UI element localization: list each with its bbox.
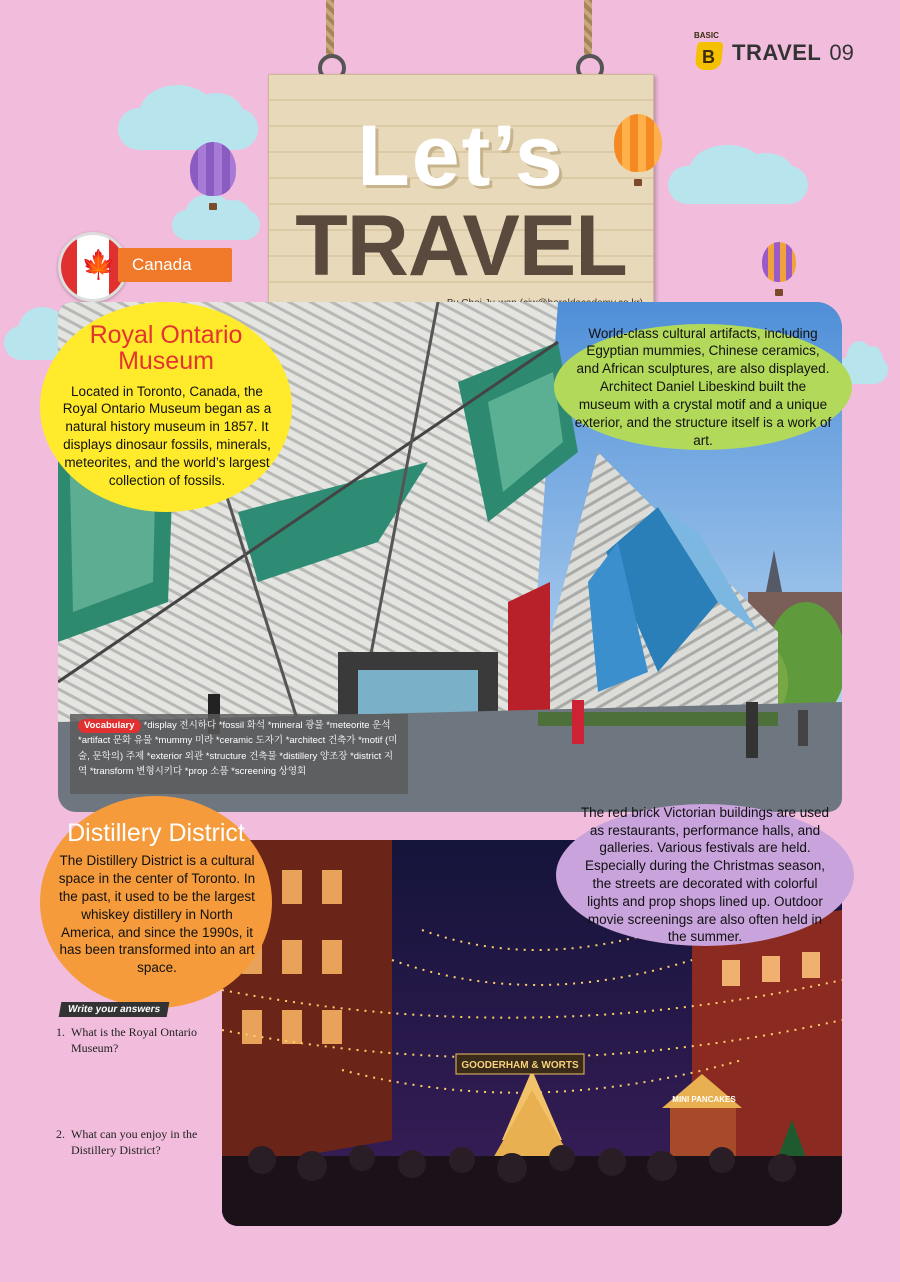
rope-decoration [326,0,334,58]
canada-flag-icon: 🍁 [58,232,128,302]
royal-ontario-museum-bubble [40,302,292,512]
basic-logo: BASIC B [694,34,724,72]
distillery-detail-bubble [556,804,854,946]
balloon-icon [190,142,236,196]
vocabulary-text: *display 전시하다 *fossil 화석 *mineral 광물 *meteorite 운석 *artifact 문화 유물 *mummy 미라 *ceramic 도자기 *architect 건축가 *motif (미술, 문학의) 주제 *exterior 외관 *structure 건축물 *distillery 양조장 *district 지역 *transform 변형시키다 *prop 소품 *screening 상영회 [78,720,398,778]
page-title-lets: Let’s [357,108,565,204]
write-answers-heading: Write your answers [59,1002,170,1017]
vocabulary-label: Vocabulary [78,719,141,733]
section-name: TRAVEL [732,40,822,65]
rope-decoration [584,0,592,58]
title-board [268,74,654,322]
question-2: 2. What can you enjoy in the Distillery District? [56,1127,198,1158]
balloon-icon [614,114,662,172]
gooderham-sign-text: GOODERHAM & WORTS [461,1060,579,1071]
question-1: 1. What is the Royal Ontario Museum? [56,1025,197,1056]
page-title-travel: TRAVEL [295,198,627,294]
vocabulary-box [70,714,408,794]
rom-detail-text: World-class cultural artifacts, including Egyptian mummies, Chinese ceramics, and African sculptures, are also displayed. Architect Daniel Libeskind built the museum with a crystal motif and a unique exterior, and the structure itself is a work of art. [574,325,832,448]
cloud-decoration [668,166,808,204]
distillery-title: Distillery District [67,819,245,847]
cloud-decoration [118,108,258,150]
distillery-detail-text: The red brick Victorian buildings are used as restaurants, performance halls, and galleries. Various festivals are held. Especially during the Christmas season, the streets are decorated with colorful lights and prop shops lined up. Outdoor movie screenings are also often held in the summer. [580,804,830,945]
rom-detail-bubble [554,324,852,450]
section-header [694,31,854,72]
distillery-district-bubble [40,796,272,1008]
page-number: 09 [829,40,854,65]
country-tag: Canada [118,248,232,282]
cloud-decoration [172,210,260,240]
rom-title: Royal Ontario Museum [89,321,243,376]
mini-pancakes-sign-text: MINI PANCAKES [672,1095,736,1104]
distillery-text: The Distillery District is a cultural space in the center of Toronto. In the past, it used to be the largest whiskey distillery in North America, and since the 1990s, it has been transformed into an art space. [58,853,256,976]
rom-text: Located in Toronto, Canada, the Royal Ontario Museum began as a natural history museum in 1857. It displays dinosaur fossils, minerals, meteorites, and the world’s largest collection of fossils. [62,383,272,488]
balloon-icon [762,242,796,282]
